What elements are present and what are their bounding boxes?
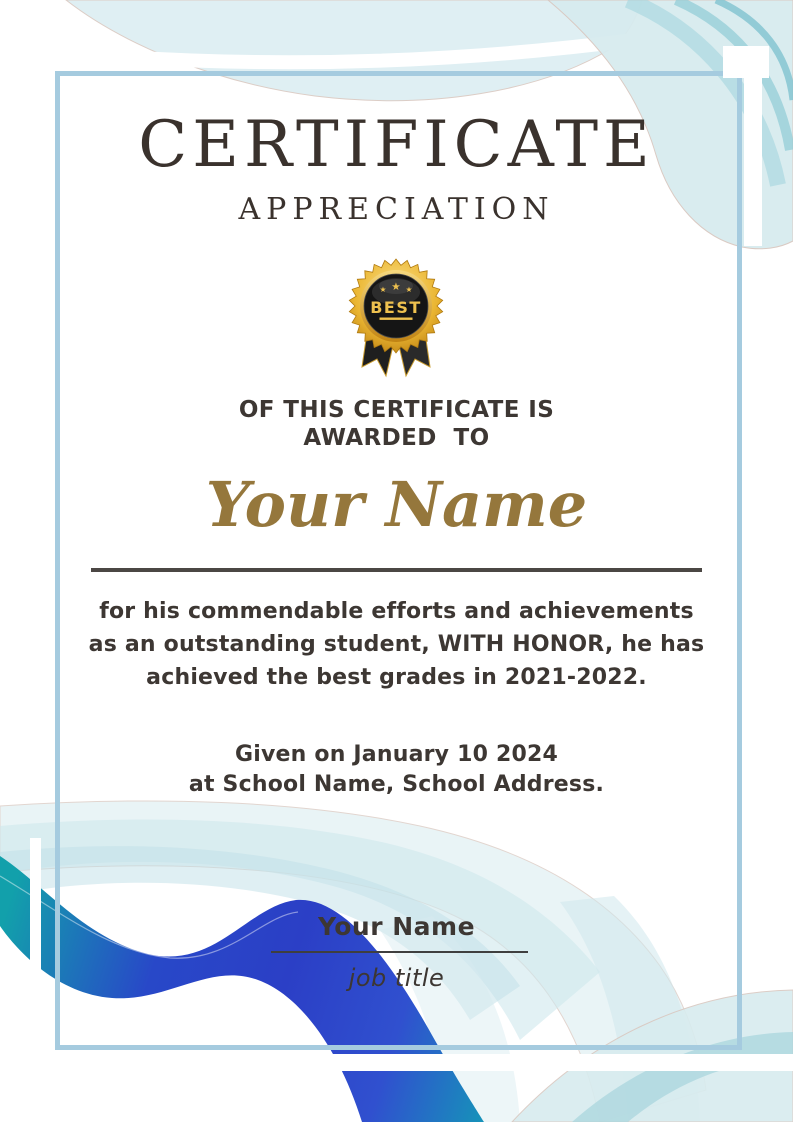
given-on-text: [0, 740, 793, 800]
awarded-line-1: OF THIS CERTIFICATE IS: [238, 397, 555, 423]
signature-line: [271, 951, 528, 953]
certificate-title: CERTIFICATE: [138, 108, 655, 182]
certificate-subtitle: APPRECIATION: [238, 192, 555, 227]
given-line: at School Name, School Address.: [188, 772, 605, 797]
certificate-body-text: [0, 595, 793, 694]
recipient-name-underline: [91, 568, 702, 572]
awarded-line-2: AWARDED TO: [303, 425, 490, 451]
given-line: Given on January 10 2024: [235, 742, 558, 767]
signature-job-title: job title: [348, 964, 445, 992]
badge-star-icon: ★: [379, 285, 387, 294]
body-line: for his commendable efforts and achievements: [99, 599, 694, 624]
signature-name: Your Name: [317, 912, 476, 941]
best-award-badge-icon: [336, 250, 456, 382]
recipient-name: Your Name: [205, 468, 588, 541]
awarded-to-text: [0, 396, 793, 452]
body-line: achieved the best grades in 2021-2022.: [146, 665, 647, 690]
badge-star-icon: ★: [405, 285, 413, 294]
badge-star-icon: ★: [391, 281, 401, 293]
badge-label: BEST: [370, 298, 422, 317]
body-line: as an outstanding student, WITH HONOR, he has: [88, 632, 705, 657]
